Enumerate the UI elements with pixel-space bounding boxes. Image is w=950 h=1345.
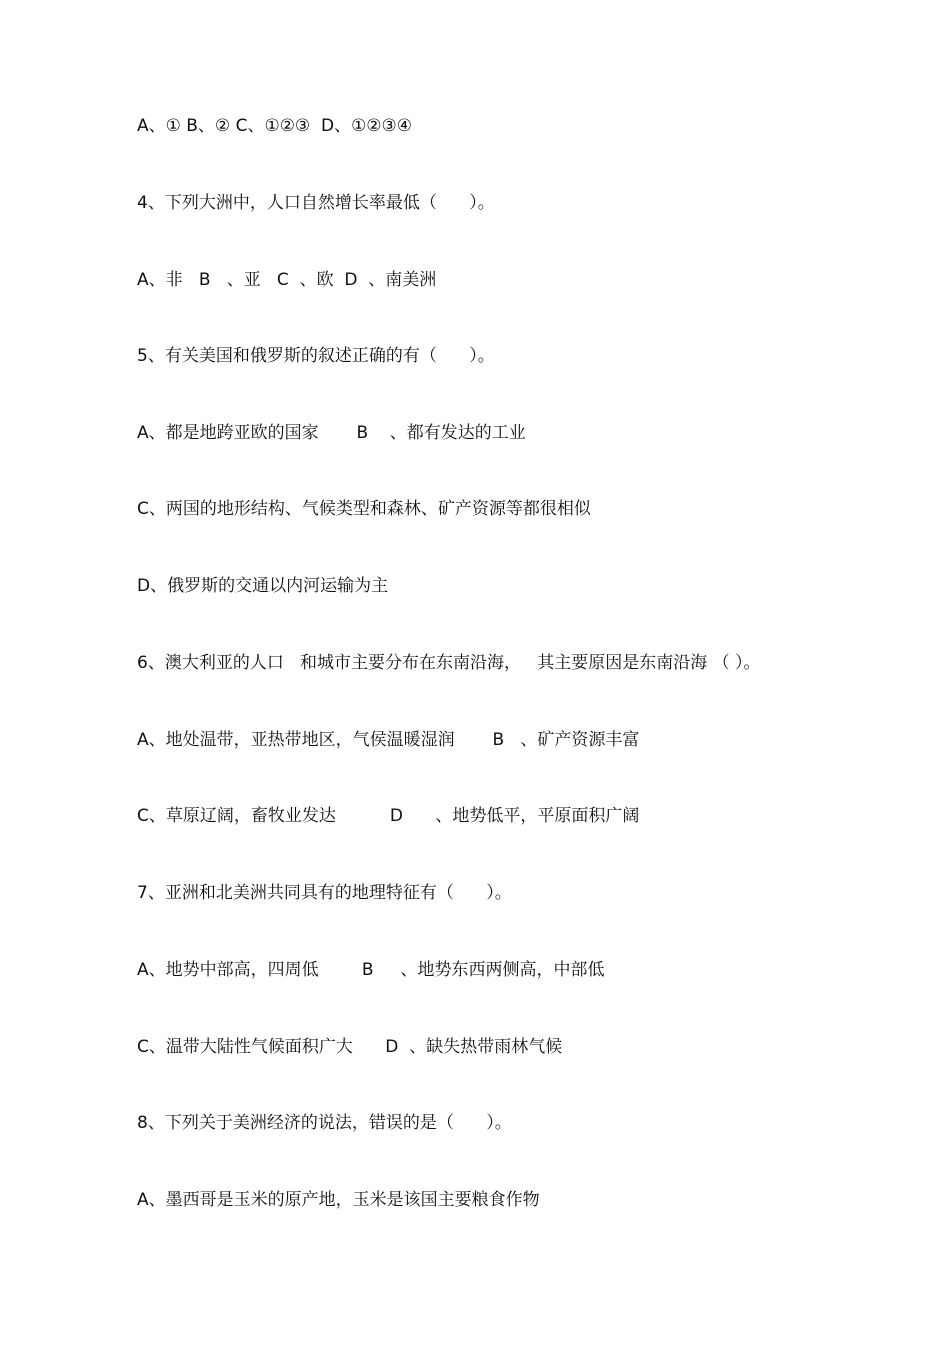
q3-options: A、① B、② C、①②③ D、①②③④ — [137, 116, 413, 136]
q6-option-ab: A、地处温带，亚热带地区，气侯温暖湿润 B 、矿产资源丰富 — [137, 730, 640, 750]
q6-option-cd: C、草原辽阔，畜牧业发达 D 、地势低平，平原面积广阔 — [137, 806, 640, 826]
q7-option-cd: C、温带大陆性气候面积广大 D 、缺失热带雨林气候 — [137, 1037, 563, 1057]
q5-option-ab: A、都是地跨亚欧的国家 B 、都有发达的工业 — [137, 423, 526, 443]
q7-question: 7、亚洲和北美洲共同具有的地理特征有（ ）。 — [137, 883, 512, 903]
q5-option-c: C、两国的地形结构、气候类型和森林、矿产资源等都很相似 — [137, 499, 591, 519]
q7-option-ab: A、地势中部高，四周低 B 、地势东西两侧高，中部低 — [137, 960, 605, 980]
q6-question: 6、澳大利亚的人口 和城市主要分布在东南沿海， 其主要原因是东南沿海 （ ）。 — [137, 653, 761, 673]
q8-option-a: A、墨西哥是玉米的原产地，玉米是该国主要粮食作物 — [137, 1190, 540, 1210]
q8-question: 8、下列关于美洲经济的说法，错误的是（ ）。 — [137, 1113, 512, 1133]
q4-options: A、非 B 、亚 C 、欧 D 、南美洲 — [137, 270, 437, 290]
q4-question: 4、下列大洲中，人口自然增长率最低（ ）。 — [137, 193, 495, 213]
q5-option-d: D、俄罗斯的交通以内河运输为主 — [137, 576, 389, 596]
q5-question: 5、有关美国和俄罗斯的叙述正确的有（ ）。 — [137, 346, 495, 366]
